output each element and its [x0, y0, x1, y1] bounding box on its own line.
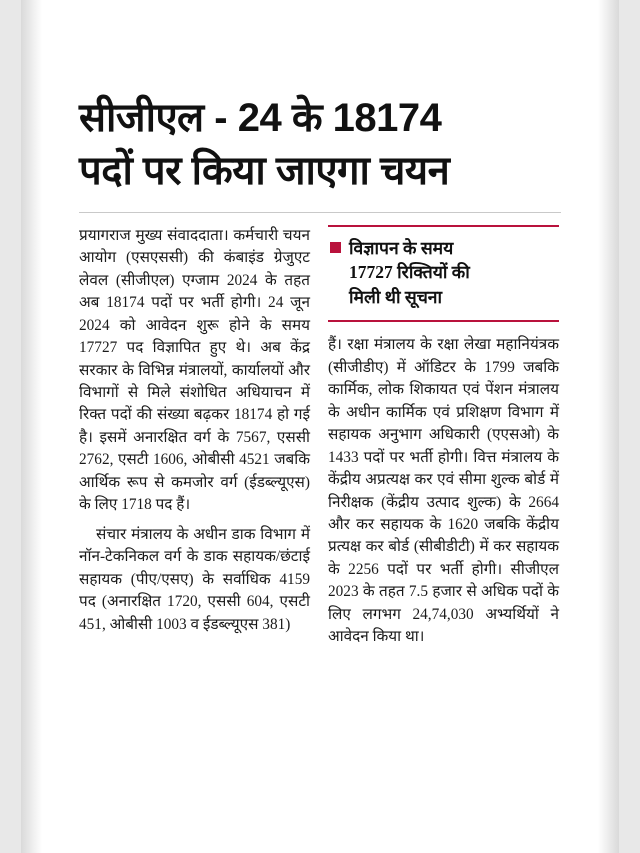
- callout-box: [328, 225, 559, 323]
- headline-divider: [79, 212, 561, 213]
- callout-text: [349, 236, 470, 311]
- callout-line-1: विज्ञापन के समय: [349, 237, 454, 258]
- paragraph: प्रयागराज मुख्य संवाददाता। कर्मचारी चयन आयोग (एसएससी) की कंबाइंड ग्रेजुएट लेवल (सीजीएल) एग्जाम 2024 के तहत अब 18174 पदों पर भर्ती होगी। 24 जून 2024 को आवेदन शुरू होने के समय 17727 पद विज्ञापित हुए थे। अब केंद्र सरकार के विभिन्न मंत्रालयों, कार्यालयों और विभागों से मिले संशोधित अधियाचन में रिक्त पदों की संख्या बढ़कर 18174 हो गई है। इसमें अनारक्षित वर्ग के 7567, एससी 2762, एसटी 1606, ओबीसी 4521 जबकि आर्थिक रूप से कमजोर वर्ग (ईडब्ल्यूएस) के लिए 1718 पद हैं।: [79, 226, 310, 514]
- headline-line-1: सीजीएल - 24 के 18174: [79, 96, 442, 140]
- column-left: [79, 225, 310, 656]
- page-title: [79, 92, 561, 198]
- square-bullet-icon: [330, 242, 341, 253]
- callout-line-3: मिली थी सूचना: [349, 287, 443, 308]
- paragraph: हैं। रक्षा मंत्रालय के रक्षा लेखा महानियंत्रक (सीजीडीए) में ऑडिटर के 1799 जबकि कार्मिक, लोक शिकायत एवं पेंशन मंत्रालय के अधीन कार्मिक एवं प्रशिक्षण विभाग में सहायक अनुभाग अधिकारी (एएसओ) के 1433 पदों पर भर्ती होगी। वित्त मंत्रालय के केंद्रीय अप्रत्यक्ष कर एवं सीमा शुल्क बोर्ड में निरीक्षक (केंद्रीय उत्पाद शुल्क) के 2664 और कर सहायक के 1620 जबकि केंद्रीय प्रत्यक्ष कर बोर्ड (सीबीडीटी) में कर सहायक के 2256 पदों पर भर्ती होगी। सीजीएल 2023 के तहत 7.5 हजार से अधिक पदों के लिए लगभग 24,74,030 अभ्यर्थियों ने आवेदन किया था।: [328, 336, 559, 646]
- headline-line-2: पदों पर किया जाएगा चयन: [79, 148, 450, 193]
- page-right-shadow: [598, 0, 619, 853]
- callout-line-2: 17727 रिक्तियों की: [349, 262, 470, 283]
- news-article-page: [21, 0, 619, 853]
- column-right: [328, 225, 559, 656]
- article-columns: [79, 225, 561, 656]
- page-left-shadow: [21, 0, 42, 853]
- paragraph: संचार मंत्रालय के अधीन डाक विभाग में नॉन-टेकनिकल वर्ग के डाक सहायक/छंटाई सहायक (पीए/एसए) के सर्वाधिक 4159 पद (अनारक्षित 1720, एससी 604, एसटी 451, ओबीसी 1003 व ईडब्ल्यूएस 381): [79, 525, 310, 633]
